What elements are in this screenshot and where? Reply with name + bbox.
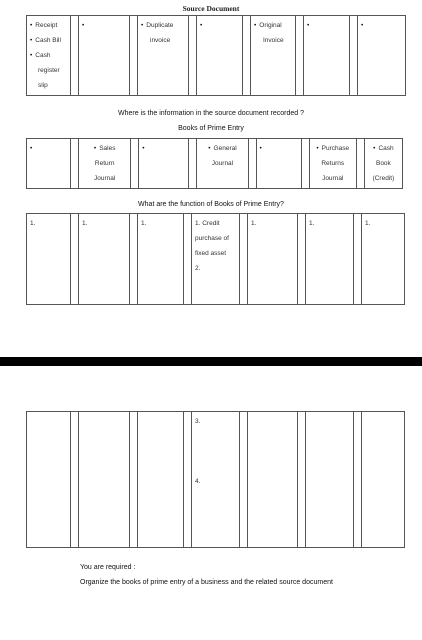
table2-cell-col5 <box>256 139 301 189</box>
table3-number: 1. <box>251 220 257 227</box>
table4-separator <box>130 412 138 548</box>
table2-separator <box>189 139 197 189</box>
table3-cell-col7 <box>362 214 405 305</box>
table4-cell-col4 <box>192 412 240 548</box>
table3-cell-col1 <box>27 214 71 305</box>
bullet-icon <box>260 141 298 156</box>
table4-separator <box>71 412 79 548</box>
table4-cell-col1 <box>27 412 71 548</box>
table1-cell-col1 <box>27 16 71 96</box>
table1-col1-item: register <box>38 67 60 74</box>
table2-col7-item: (Credit) <box>372 175 395 182</box>
bullet-icon <box>307 18 346 33</box>
table3-number: 1. <box>30 220 36 227</box>
page-title: Source Document <box>182 4 240 13</box>
table3-cell-col2 <box>79 214 130 305</box>
table2-col2-item: Return <box>94 160 115 167</box>
table1-cell-col5 <box>251 16 296 96</box>
required-label: You are required : <box>80 564 136 571</box>
table2-col4-item: Journal <box>211 160 234 167</box>
table4-separator <box>298 412 306 548</box>
bullet-icon <box>200 18 239 33</box>
table4-cell-col5 <box>248 412 298 548</box>
table3-separator <box>354 214 362 305</box>
question-1: Where is the information in the source document recorded ? <box>118 110 304 117</box>
bullet-icon <box>142 141 185 156</box>
table3-number: 1. <box>141 220 147 227</box>
table2-col7-item: Book <box>375 160 391 167</box>
table2-separator <box>248 139 256 189</box>
table2-cell-col4 <box>197 139 248 189</box>
table2-col4-item: • General <box>200 141 244 156</box>
table2-separator <box>356 139 364 189</box>
table3-number: 1. <box>309 220 315 227</box>
table3-cell-col6 <box>306 214 354 305</box>
table1-col1-item: • Receipt <box>30 18 67 33</box>
table1-col1-item: slip <box>38 82 48 89</box>
table4-separator <box>184 412 192 548</box>
table2-col7-item: • Cash <box>368 141 399 156</box>
table1-cell-col4 <box>197 16 243 96</box>
table4-cell-col2 <box>79 412 130 548</box>
page-break <box>0 357 422 366</box>
table1-separator <box>189 16 197 96</box>
bullet-icon <box>361 18 402 33</box>
table2-separator <box>71 139 79 189</box>
table1-col1-item: • Cash Bill <box>30 33 67 48</box>
table1-cell-col7 <box>358 16 406 96</box>
table1-cell-col2 <box>79 16 130 96</box>
table3-separator <box>130 214 138 305</box>
table3-col4-item: purchase of <box>195 235 229 242</box>
table3-separator <box>184 214 192 305</box>
table1-cell-col3 <box>138 16 189 96</box>
functions-table <box>26 213 405 305</box>
table3-separator <box>71 214 79 305</box>
table2-col2-item: Journal <box>94 175 116 182</box>
table2-col6-item: • Purchase <box>313 141 353 156</box>
table3-cell-col4 <box>192 214 240 305</box>
bullet-icon <box>30 141 67 156</box>
table2-cell-col6 <box>309 139 356 189</box>
table2-separator <box>301 139 309 189</box>
table3-col4-item: fixed asset <box>195 250 227 257</box>
table2-cell-col2 <box>79 139 131 189</box>
table1-separator <box>296 16 304 96</box>
table1-col3-item: • Duplicate <box>141 18 185 33</box>
table3-col4-item: 2. <box>195 265 201 272</box>
table1-cell-col6 <box>304 16 350 96</box>
table3-col4-item: 1. Credit <box>195 220 220 227</box>
table2-cell-col1 <box>27 139 71 189</box>
table1-separator <box>130 16 138 96</box>
table2-col2-item: • Sales <box>82 141 127 156</box>
table4-cell-col6 <box>306 412 354 548</box>
table3-number: 1. <box>365 220 371 227</box>
table3-cell-col3 <box>138 214 184 305</box>
table1-separator <box>71 16 79 96</box>
table3-separator <box>298 214 306 305</box>
table3-separator <box>240 214 248 305</box>
table2-cell-col3 <box>139 139 189 189</box>
table3-cell-col5 <box>248 214 298 305</box>
table4-separator <box>354 412 362 548</box>
table2-col6-item: Journal <box>322 175 344 182</box>
bullet-icon <box>82 18 126 33</box>
table4-cell-col3 <box>138 412 184 548</box>
table2-separator <box>131 139 139 189</box>
question-2: What are the function of Books of Prime Entry? <box>138 201 284 208</box>
required-instruction: Organize the books of prime entry of a business and the related source document <box>80 579 333 586</box>
table2-cell-col7 <box>364 139 402 189</box>
question-1-subtitle: Books of Prime Entry <box>178 125 244 132</box>
table4-separator <box>240 412 248 548</box>
table2-col6-item: Returns <box>321 160 345 167</box>
table1-col1-item: • Cash <box>30 48 67 63</box>
table4-item: 4. <box>195 478 201 485</box>
table1-separator <box>350 16 358 96</box>
table1-col3-item: invoice <box>150 37 171 44</box>
table1-col5-item: • Original <box>254 18 292 33</box>
functions-table-continued <box>26 411 405 548</box>
table3-number: 1. <box>82 220 88 227</box>
books-of-prime-entry-table <box>26 138 403 189</box>
table4-item: 3. <box>195 418 201 425</box>
table4-cell-col7 <box>362 412 405 548</box>
table1-separator <box>243 16 251 96</box>
source-document-table <box>26 15 406 96</box>
page-2 <box>0 366 422 640</box>
table1-col5-item: Invoice <box>263 37 284 44</box>
